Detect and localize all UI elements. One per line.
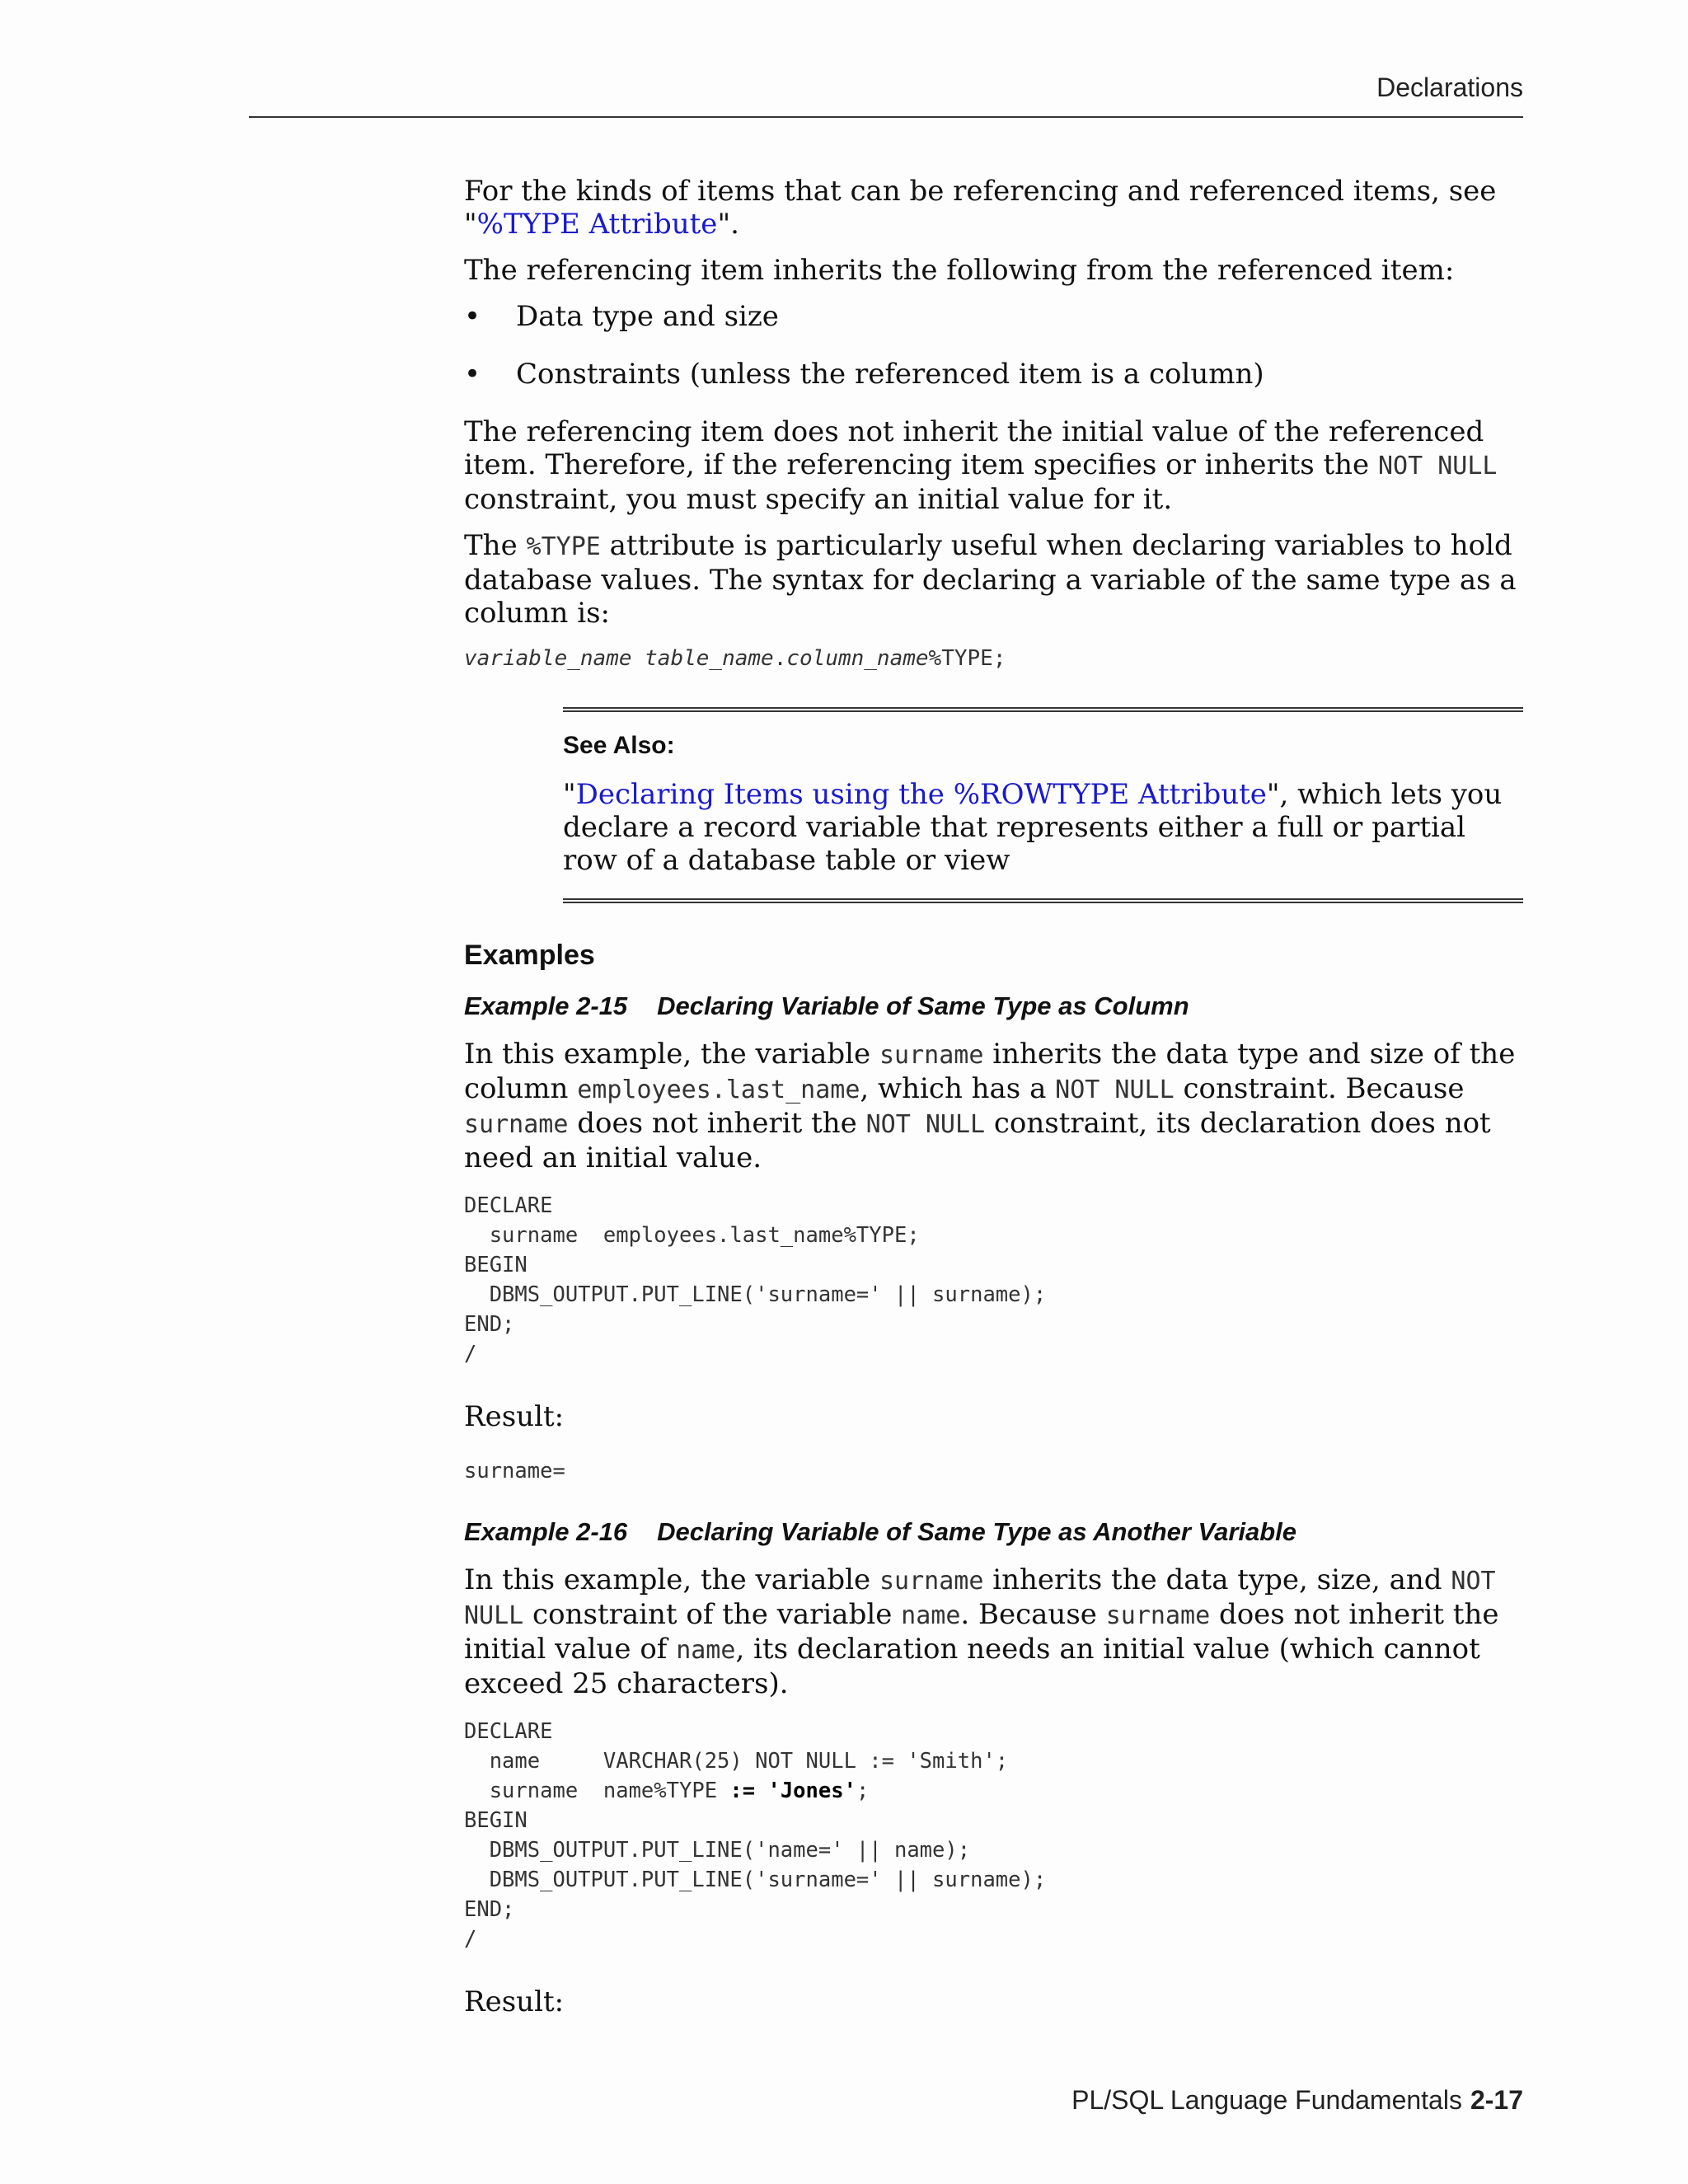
quote: "	[563, 778, 576, 811]
intro-text: For the kinds of items that can be referencing and referenced items, see "	[464, 175, 1497, 241]
code-line: surname=	[464, 1459, 565, 1483]
intro-paragraph-1	[464, 175, 1523, 241]
text: inherits the data type, size, and	[983, 1563, 1451, 1596]
code-fragment-bold: := 'Jones'	[729, 1779, 856, 1803]
see-also-box	[563, 707, 1523, 903]
page-number: 2-17	[1470, 2085, 1523, 2115]
text: , its declaration needs an initial value (which cannot exceed 25 characters).	[464, 1633, 1480, 1700]
list-item-text: Data type and size	[516, 300, 779, 333]
footer-title: PL/SQL Language Fundamentals	[1071, 2085, 1462, 2115]
intro-text-end: ".	[717, 208, 739, 241]
example-description	[464, 1038, 1523, 1174]
code-line: DECLARE	[464, 1193, 553, 1218]
code-line: END;	[464, 1312, 515, 1337]
inline-code: NOT NULL	[464, 1567, 1496, 1630]
initial-value-paragraph	[464, 415, 1523, 516]
inline-code: surname	[1105, 1601, 1211, 1630]
syntax-suffix: %TYPE;	[928, 646, 1006, 671]
see-also-text	[563, 778, 1523, 877]
code-fragment: surname name%TYPE	[464, 1779, 730, 1803]
inherit-list	[464, 300, 1523, 391]
inline-code: NOT NULL	[1377, 452, 1498, 480]
type-attribute-paragraph	[464, 529, 1523, 630]
inline-code: NOT NULL	[865, 1110, 986, 1139]
list-item-text: Constraints (unless the referenced item is a column)	[516, 358, 1264, 391]
list-item	[464, 300, 1523, 333]
text: does not inherit the initial value of	[464, 1598, 1499, 1666]
text: constraint of the variable	[523, 1598, 902, 1631]
example-name: Declaring Variable of Same Type as Column	[657, 991, 1189, 1020]
result-label: Result:	[464, 1985, 565, 2018]
code-line: /	[464, 1927, 477, 1952]
code-line: surname employees.last_name%TYPE;	[464, 1223, 920, 1248]
page-content	[464, 175, 1523, 2041]
text: constraint, its declaration does not need an initial value.	[464, 1107, 1491, 1174]
bullet-icon: •	[464, 300, 481, 333]
text: constraint. Because	[1174, 1072, 1465, 1105]
rowtype-attribute-link[interactable]: Declaring Items using the %ROWTYPE Attribute	[575, 778, 1267, 811]
inline-code: surname	[464, 1110, 569, 1139]
syntax-table: table_name	[645, 646, 774, 671]
syntax-dot: .	[773, 646, 787, 671]
syntax-var: variable_name	[464, 646, 632, 671]
type-attribute-link[interactable]: %TYPE Attribute	[476, 208, 718, 241]
see-also-description: ", which lets you declare a record variable that represents either a full or partial row of a database table or view	[563, 778, 1503, 877]
text: In this example, the variable	[464, 1038, 879, 1071]
running-header: Declarations	[1376, 73, 1523, 102]
bullet-icon: •	[464, 358, 481, 391]
code-line: END;	[464, 1897, 515, 1922]
page-footer	[1071, 2085, 1523, 2116]
code-fragment: ;	[856, 1779, 870, 1803]
code-line: name VARCHAR(25) NOT NULL := 'Smith';	[464, 1749, 1009, 1774]
inline-code: name	[901, 1601, 961, 1630]
inline-code: surname	[879, 1567, 984, 1596]
result-label: Result:	[464, 1400, 565, 1433]
example-name: Declaring Variable of Same Type as Another Variable	[657, 1517, 1297, 1546]
text: . Because	[960, 1598, 1106, 1631]
code-line: DBMS_OUTPUT.PUT_LINE('surname=' || surname);	[464, 1282, 1047, 1307]
text: inherits the data type and size of the column	[464, 1038, 1516, 1105]
code-line: DBMS_OUTPUT.PUT_LINE('surname=' || surname);	[464, 1868, 1047, 1892]
text: does not inherit the	[568, 1107, 866, 1140]
result-block	[464, 1456, 1523, 1486]
code-block	[464, 1191, 1523, 1369]
code-line: DBMS_OUTPUT.PUT_LINE('name=' || name);	[464, 1838, 971, 1863]
list-item	[464, 358, 1523, 391]
examples-heading: Examples	[464, 940, 595, 971]
code-line	[464, 1776, 1523, 1806]
text: constraint, you must specify an initial value for it.	[464, 483, 1173, 516]
see-also-title: See Also:	[563, 732, 675, 759]
text: In this example, the variable	[464, 1563, 879, 1596]
code-line: BEGIN	[464, 1253, 528, 1277]
text: The referencing item does not inherit the initial value of the referenced item. Therefore, if the referencing item specifies or inherits the	[464, 415, 1484, 481]
example-number: Example 2-15	[464, 991, 628, 1020]
syntax-column: column_name	[786, 646, 929, 671]
text: , which has a	[860, 1072, 1056, 1105]
code-block	[464, 1717, 1523, 1954]
text: The	[464, 529, 527, 562]
example-title	[464, 991, 1523, 1021]
example-number: Example 2-16	[464, 1517, 628, 1546]
syntax-example	[464, 646, 1523, 671]
inline-code: surname	[879, 1041, 984, 1070]
inline-code: employees.last_name	[577, 1076, 860, 1104]
code-line: DECLARE	[464, 1719, 553, 1744]
inline-code: %TYPE	[526, 532, 601, 561]
code-line: /	[464, 1342, 477, 1366]
code-line: BEGIN	[464, 1808, 528, 1833]
header-rule	[249, 116, 1523, 118]
inline-code: name	[676, 1636, 736, 1665]
text: attribute is particularly useful when declaring variables to hold database values. The syntax for declaring a variable of the same type as a column is:	[464, 529, 1517, 630]
example-description	[464, 1563, 1523, 1700]
example-title	[464, 1517, 1523, 1547]
inline-code: NOT NULL	[1055, 1076, 1175, 1104]
intro-paragraph-2: The referencing item inherits the following from the referenced item:	[464, 254, 1455, 287]
